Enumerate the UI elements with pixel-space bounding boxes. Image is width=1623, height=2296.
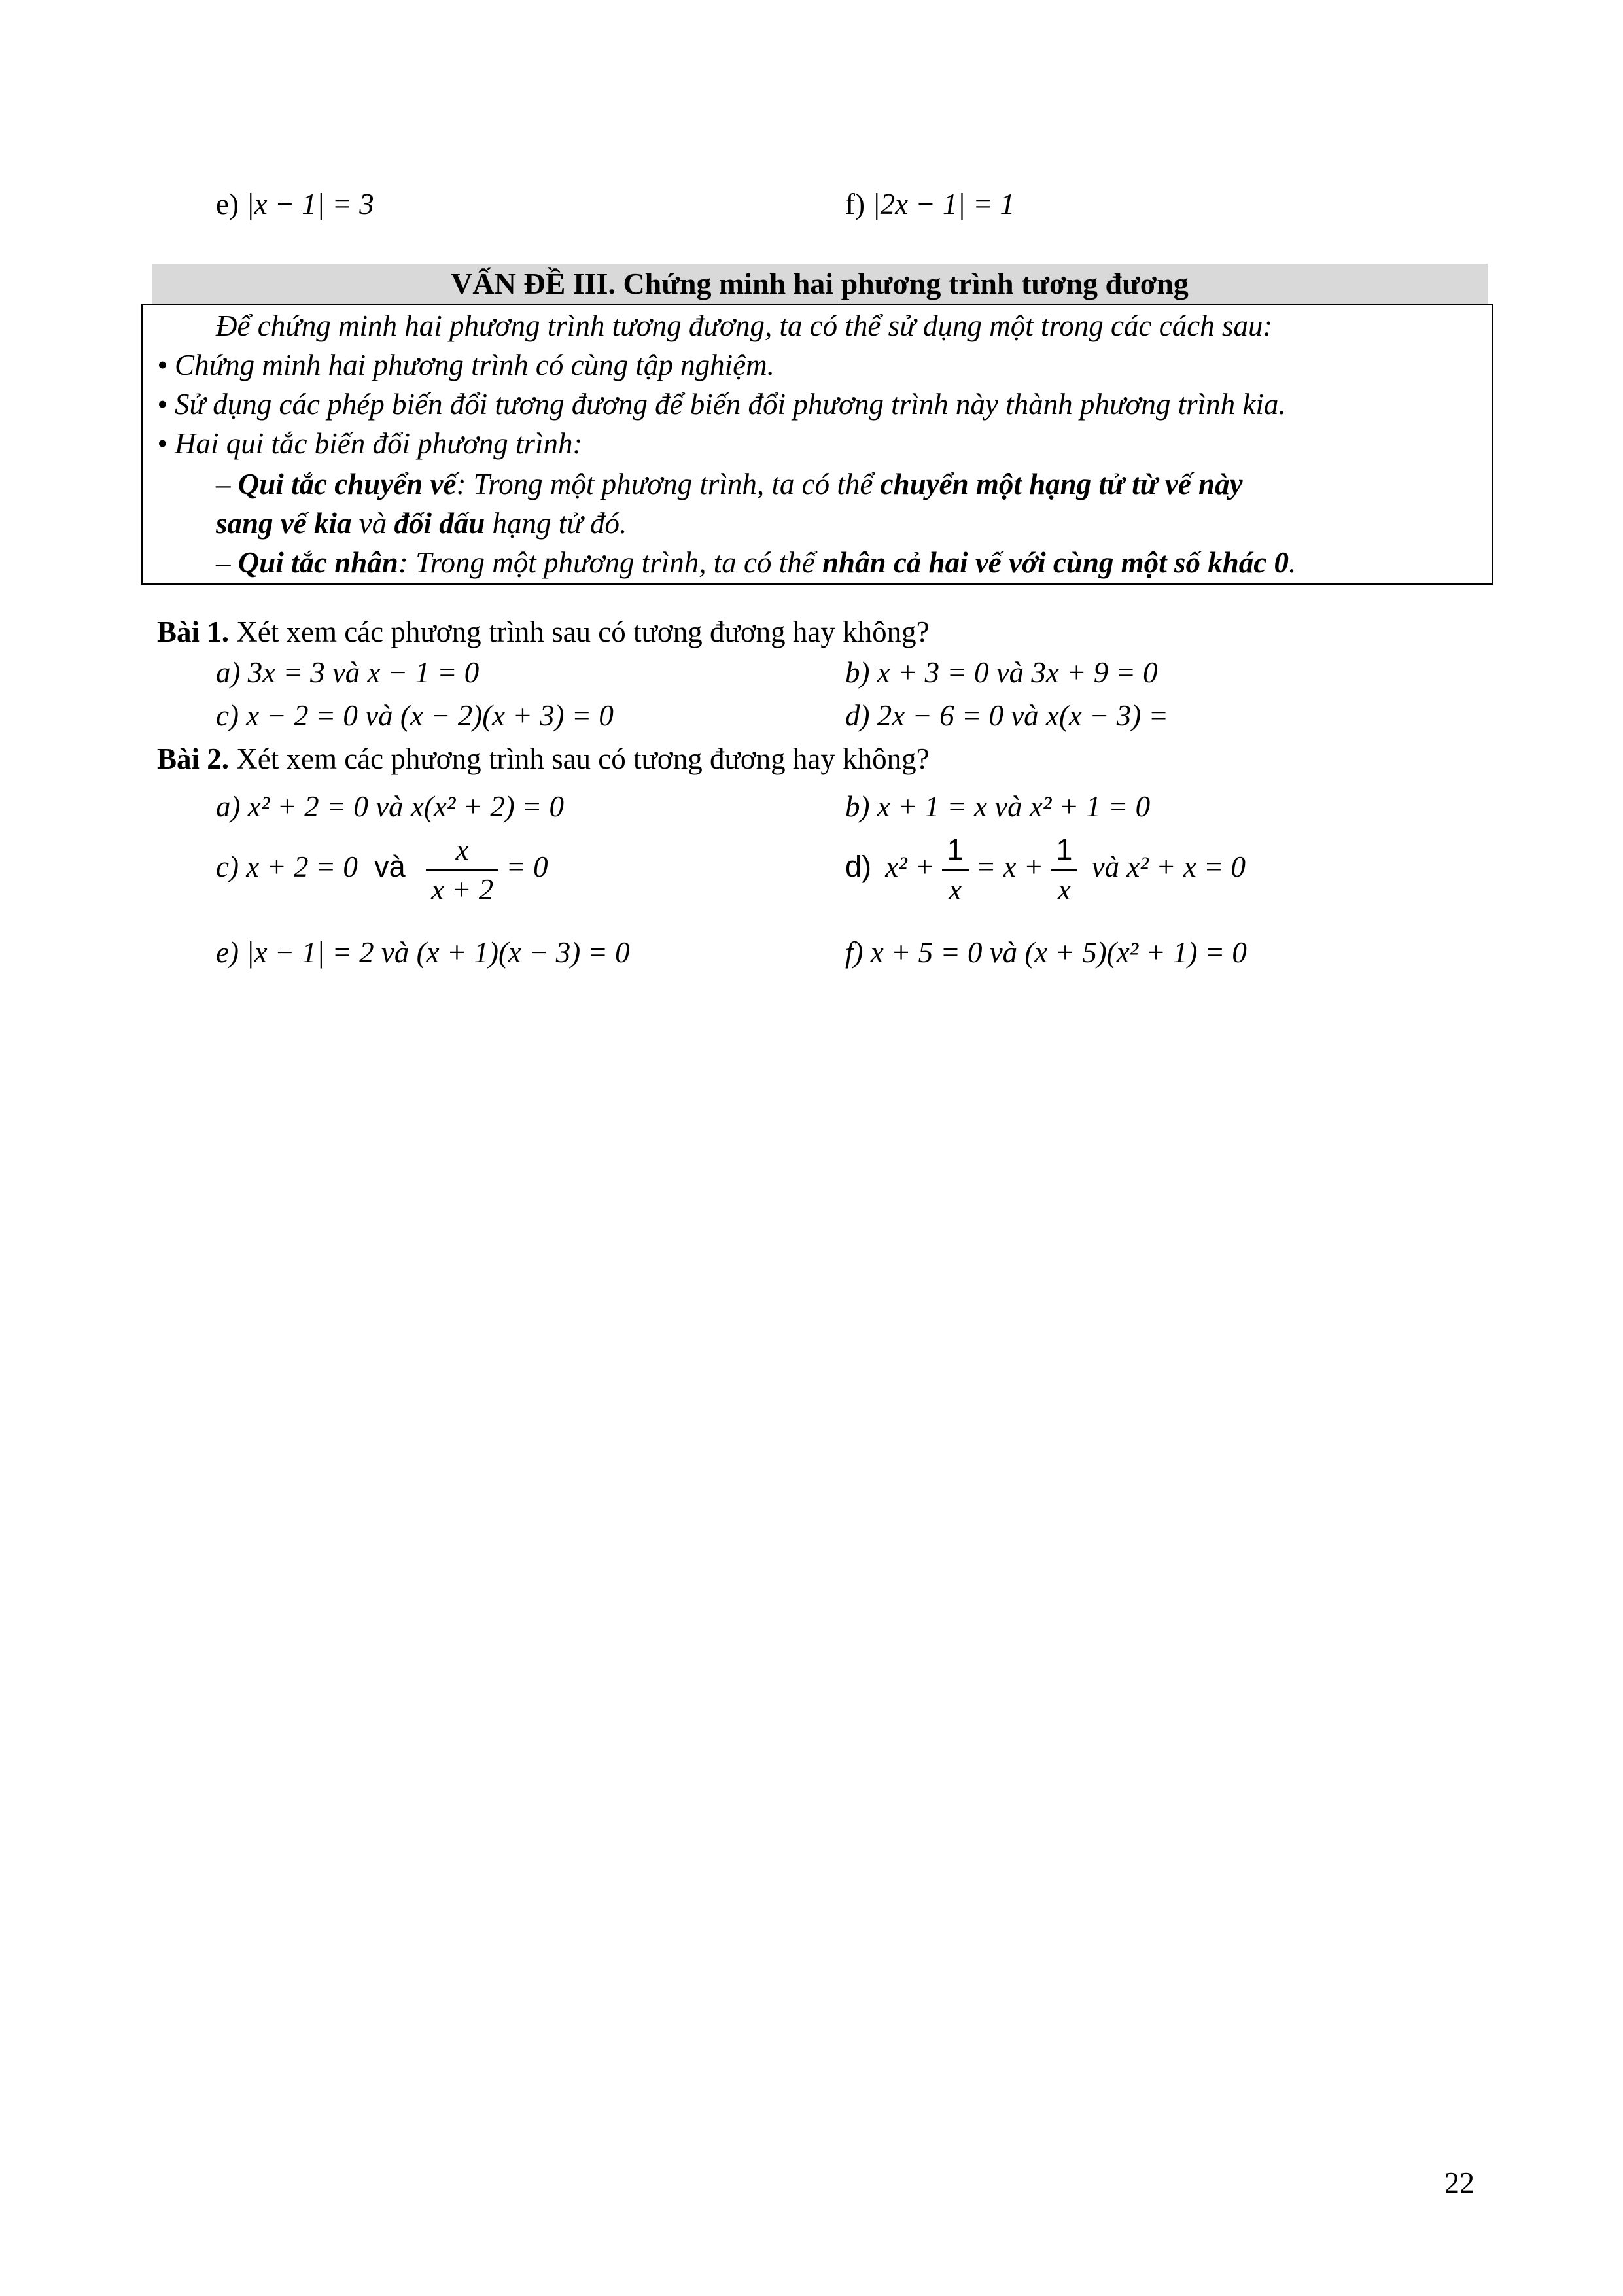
rule-1-bold: chuyển một hạng tử từ vế này [880,468,1243,500]
theory-bullet-2 [157,386,1286,423]
denominator: x [942,869,969,909]
exercise-e-top [216,186,374,222]
rule-1-name: Qui tắc chuyển vế [237,468,457,500]
bai-1-a: a) 3x = 3 và x − 1 = 0 [216,656,480,689]
numerator: 1 [1056,833,1073,866]
numerator: 1 [947,833,964,866]
exercise-label: Bài 2. [157,742,230,775]
bullet-text: Chứng minh hai phương trình có cùng tập nghiệm. [175,349,775,381]
bai-1-d: d) 2x − 6 = 0 và x(x − 3) = [845,699,1168,732]
numerator: x [455,833,469,866]
section-title: VẤN ĐỀ III. Chứng minh hai phương trình tương đương [451,267,1189,300]
bai-2-b: b) x + 1 = x và x² + 1 = 0 [845,790,1151,823]
term: = x + [975,850,1044,883]
bai-1-b: b) x + 3 = 0 và 3x + 9 = 0 [845,656,1158,689]
rule-2-text-2: . [1288,546,1297,579]
fraction [426,831,498,909]
rule-2-line [216,544,1296,581]
item-label: f) [845,188,865,220]
rule-2-text: : Trong một phương trình, ta có thể [398,546,822,579]
bai-2-d [845,831,1246,909]
denominator: x [1051,869,1077,909]
term: x² + [885,850,935,883]
rule-2-name: Qui tắc nhân [237,546,398,579]
item-label: d) [845,849,872,883]
theory-bullet-3 [157,425,583,462]
rule-1-line-1 [216,466,1243,502]
bullet-text: Sử dụng các phép biến đổi tương đương để biến đổi phương trình này thành phương trình kia. [175,388,1286,421]
equation: |2x − 1| = 1 [872,188,1015,220]
bullet-icon: • [157,388,167,421]
conjunction: và [374,849,406,883]
exercise-f-top [845,186,1015,222]
rule-1-bold-2: sang vế kia [216,507,352,540]
equation-rhs: và x² + x = 0 [1091,850,1246,883]
equation-lhs: c) x + 2 = 0 [216,850,358,883]
theory-intro: Để chứng minh hai phương trình tương đương, ta có thể sử dụng một trong các cách sau: [216,309,1273,342]
bullet-text: Hai qui tắc biến đổi phương trình: [175,427,583,460]
equation: |x − 1| = 3 [246,188,374,220]
dash: – [216,546,231,579]
rule-1-bold-3: đổi dấu [394,507,485,540]
equation-rhs: = 0 [506,850,548,883]
bai-2-c [216,831,548,909]
rule-1-text-3: hạng tử đó. [485,507,627,540]
dash: – [216,468,231,500]
exercise-label: Bài 1. [157,616,230,648]
bai-1-header [157,614,930,650]
denominator: x + 2 [426,869,498,909]
page-number: 22 [1444,2166,1475,2199]
bai-2-a: a) x² + 2 = 0 và x(x² + 2) = 0 [216,790,565,823]
item-label: e) [216,188,239,220]
rule-2-bold: nhân cả hai vế với cùng một số khác 0 [822,546,1289,579]
bai-2-header [157,740,930,777]
rule-1-text-2: và [351,507,394,540]
exercise-prompt: Xét xem các phương trình sau có tương đương hay không? [236,742,930,775]
theory-bullet-1 [157,347,775,383]
bullet-icon: • [157,349,167,381]
exercise-prompt: Xét xem các phương trình sau có tương đương hay không? [236,616,930,648]
bullet-icon: • [157,427,167,460]
bai-2-e: e) |x − 1| = 2 và (x + 1)(x − 3) = 0 [216,936,630,969]
fraction-one-over-x [1051,831,1077,909]
rule-1-line-2 [216,505,627,542]
bai-2-f: f) x + 5 = 0 và (x + 5)(x² + 1) = 0 [845,936,1247,969]
bai-1-c: c) x − 2 = 0 và (x − 2)(x + 3) = 0 [216,699,614,732]
rule-1-text: : Trong một phương trình, ta có thể [456,468,881,500]
fraction-one-over-x [942,831,969,909]
